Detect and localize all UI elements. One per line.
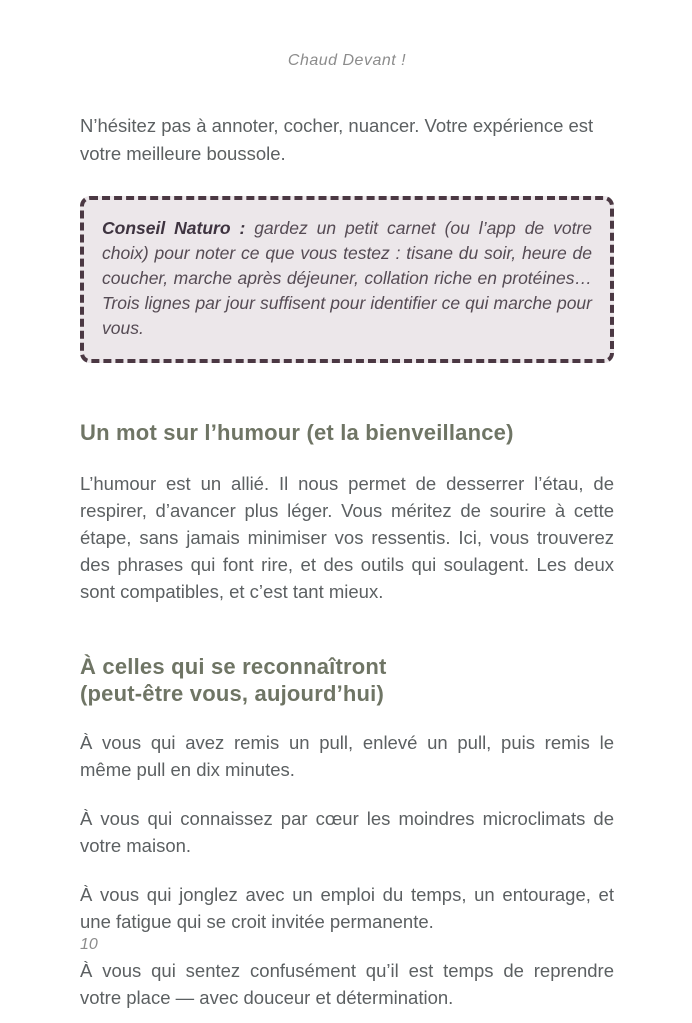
section-heading-celles xyxy=(80,653,614,707)
section-heading-celles-line2: (peut-être vous, aujourd’hui) xyxy=(80,681,385,706)
intro-paragraph: N’hésitez pas à annoter, cocher, nuancer. Votre expérience est votre meilleure boussole. xyxy=(80,115,594,164)
running-head-title: Chaud Devant ! xyxy=(287,52,407,69)
section-heading-celles-line1: À celles qui se reconnaîtront xyxy=(80,654,387,679)
page-number: 10 xyxy=(80,936,98,953)
conseil-naturo-text xyxy=(102,216,592,341)
section-heading-humour: Un mot sur l’humour (et la bienveillance) xyxy=(80,420,514,445)
section-humour-paragraph: L’humour est un allié. Il nous permet de desserrer l’étau, de respirer, d’avancer plus léger. Vous méritez de sourire à cette étape, sans jamais minimiser vos ressentis. Ici, vous trouverez des phrases qui font rire, et des outils qui soulagent. Les deux sont compatibles, et c’est tant mieux. xyxy=(80,473,614,602)
dedication-paragraph-microclimats: À vous qui connaissez par cœur les moindres microclimats de votre maison. xyxy=(80,808,614,856)
dedication-paragraph-pull: À vous qui avez remis un pull, enlevé un pull, puis remis le même pull en dix minutes. xyxy=(80,732,614,780)
dedication-paragraph-jonglez: À vous qui jonglez avec un emploi du temps, un entourage, et une fatigue qui se croit invitée permanente. xyxy=(80,884,614,932)
conseil-naturo-label: Conseil Naturo : xyxy=(102,218,255,238)
dedication-paragraph-place: À vous qui sentez confusément qu’il est temps de reprendre votre place — avec douceur et détermination. xyxy=(80,960,614,1008)
page-content xyxy=(80,0,614,1011)
conseil-naturo-body: gardez un petit carnet (ou l’app de votre choix) pour noter ce que vous testez : tisane du soir, heure de coucher, marche après déjeuner, collation riche en protéines… Trois lignes par jour suffisent pour identifier ce qui marche pour vous. xyxy=(102,218,592,338)
conseil-naturo-box xyxy=(80,196,614,363)
